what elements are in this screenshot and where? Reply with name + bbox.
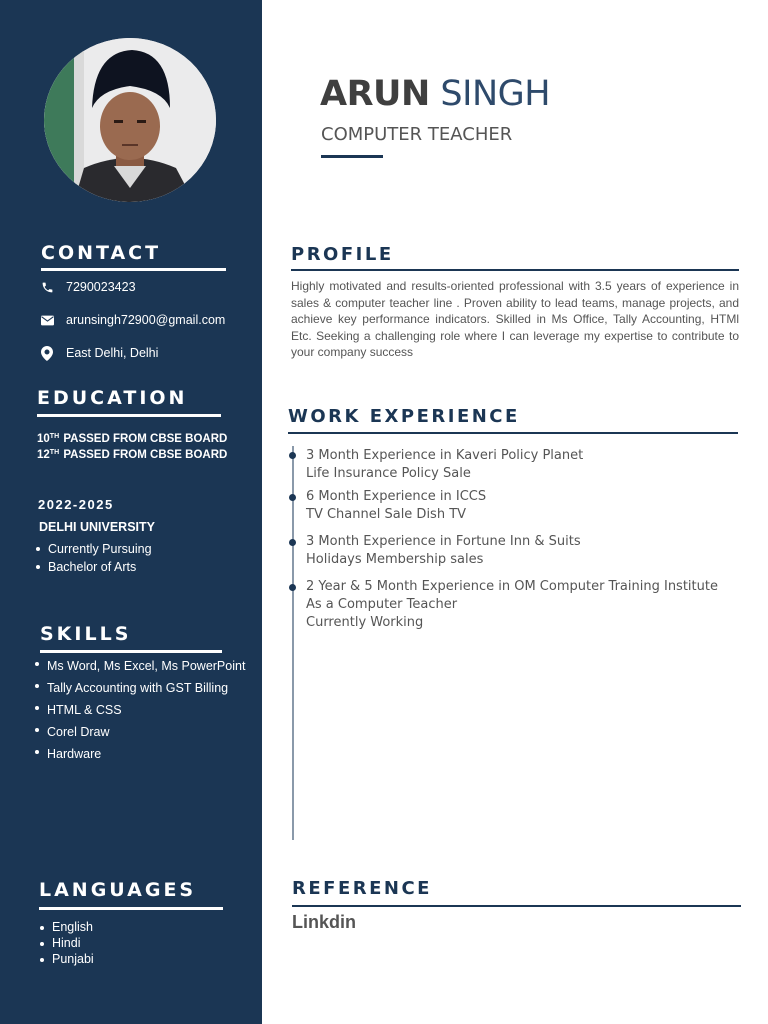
contact-heading: CONTACT [41, 242, 162, 264]
languages-list [38, 919, 94, 967]
profile-photo [44, 38, 216, 202]
phone-icon [40, 280, 54, 294]
candidate-name [320, 74, 550, 114]
location-text: East Delhi, Delhi [66, 346, 159, 360]
work-entry: 6 Month Experience in ICCS TV Channel Sale Dish TV [306, 489, 487, 522]
skills-heading: SKILLS [40, 623, 132, 645]
contact-phone[interactable] [40, 280, 136, 294]
timeline-dot [289, 494, 296, 501]
skills-list [33, 655, 248, 765]
reference-divider [292, 905, 741, 907]
list-item: English [38, 919, 94, 935]
contact-email[interactable] [40, 313, 225, 327]
email-address: arunsingh72900@gmail.com [66, 313, 226, 327]
education-divider [37, 414, 221, 417]
profile-summary: Highly motivated and results-oriented professional with 3.5 years of experience in sales & computer teacher line . Proven ability to lead teams, manage projects, and achieve key performance indicators. Skilled in Ms Office, Tally Accounting, HTMl Etc. Seeking a challenging role where I can leverage my expertise to contribute to your company success [291, 279, 739, 359]
timeline-dot [289, 452, 296, 459]
mail-icon [40, 313, 54, 327]
sidebar [0, 0, 262, 1024]
list-item: Hindi [38, 935, 94, 951]
skills-divider [40, 650, 222, 653]
timeline-line [292, 446, 294, 840]
phone-number: 7290023423 [66, 280, 136, 294]
languages-heading: LANGUAGES [39, 879, 197, 901]
job-title: COMPUTER TEACHER [321, 124, 513, 145]
main-content [262, 0, 768, 1024]
list-item: Tally Accounting with GST Billing [33, 677, 248, 699]
list-item: Punjabi [38, 951, 94, 967]
profile-heading: PROFILE [291, 244, 394, 265]
languages-divider [39, 907, 223, 910]
contact-location [40, 346, 158, 360]
education-years: 2022-2025 [38, 497, 114, 512]
first-name: ARUN [320, 74, 430, 114]
reference-heading: REFERENCE [292, 878, 432, 899]
work-heading: WORK EXPERIENCE [288, 406, 520, 427]
timeline-dot [289, 539, 296, 546]
list-item: HTML & CSS [33, 699, 248, 721]
work-entry: 3 Month Experience in Kaveri Policy Planet Life Insurance Policy Sale [306, 448, 584, 481]
education-line-12th: 12TH PASSED FROM CBSE BOARD [37, 449, 228, 461]
profile-divider [291, 269, 739, 271]
reference-link[interactable]: Linkdin [292, 912, 356, 932]
work-entry: 3 Month Experience in Fortune Inn & Suits Holidays Membership sales [306, 534, 581, 567]
education-heading: EDUCATION [37, 387, 188, 409]
education-line-10th: 10TH PASSED FROM CBSE BOARD [37, 433, 228, 445]
last-name: SINGH [440, 74, 551, 114]
education-details [34, 540, 152, 576]
contact-divider [41, 268, 226, 271]
list-item: Ms Word, Ms Excel, Ms PowerPoint [33, 655, 248, 677]
list-item: Bachelor of Arts [34, 558, 152, 576]
work-entry: 2 Year & 5 Month Experience in OM Computer Training Institute As a Computer Teacher Currently Working [306, 579, 718, 630]
list-item: Hardware [33, 743, 248, 765]
list-item: Corel Draw [33, 721, 248, 743]
work-divider [288, 432, 738, 434]
list-item: Currently Pursuing [34, 540, 152, 558]
education-university: DELHI UNIVERSITY [39, 520, 155, 534]
timeline-dot [289, 584, 296, 591]
location-pin-icon [40, 346, 54, 360]
title-underline [321, 155, 383, 158]
